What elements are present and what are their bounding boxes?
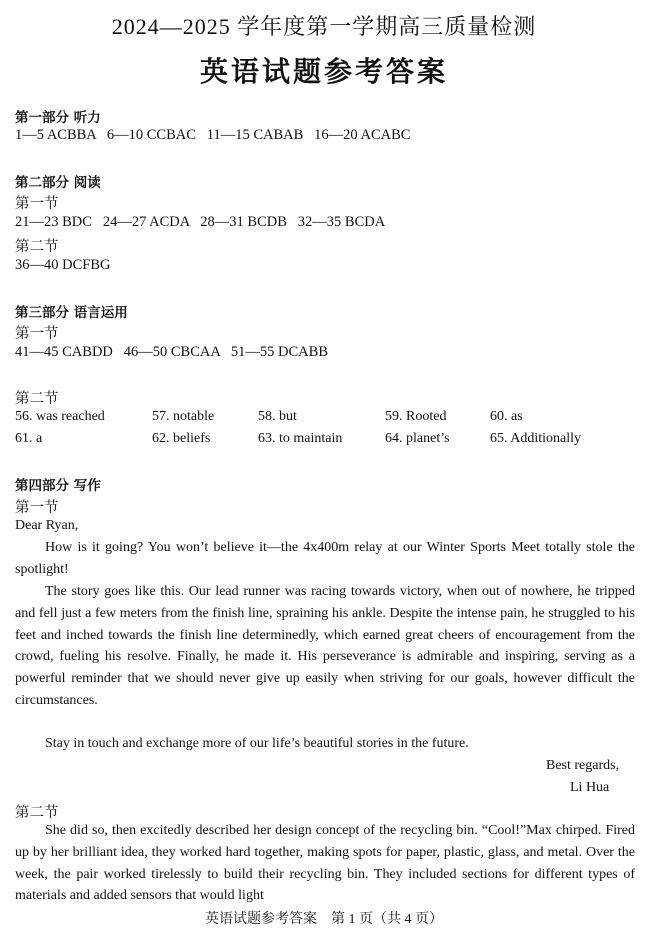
continuation-paragraph [15, 820, 635, 907]
part4-section1-label: 第一节 [15, 500, 59, 516]
answer-59: 59. Rooted [385, 409, 447, 424]
answer-58: 58. but [258, 409, 297, 424]
letter-salutation: Dear Ryan, [15, 518, 79, 533]
part3-section1-label: 第一节 [15, 326, 59, 342]
part2-section1-label: 第一节 [15, 196, 59, 212]
part3-heading: 第三部分 语言运用 [15, 305, 128, 321]
letter-paragraph-1 [15, 537, 635, 581]
letter-paragraph-3 [15, 733, 635, 755]
letter-paragraph-2 [15, 581, 635, 712]
letter-closing: Best regards, [546, 758, 620, 773]
page-footer-text: 英语试题参考答案 第 1 页（共 4 页） [205, 912, 443, 927]
part2-section2-answers: 36—40 DCFBG [15, 257, 111, 273]
answer-57: 57. notable [152, 409, 215, 424]
document-title: 英语试题参考答案 [199, 55, 448, 88]
part3-section1-answers: 41—45 CABDD 46—50 CBCAA 51—55 DCABB [15, 344, 328, 360]
answer-64: 64. planet’s [385, 431, 450, 446]
answer-65: 65. Additionally [490, 431, 581, 446]
answer-63: 63. to maintain [258, 431, 343, 446]
letter-signature: Li Hua [570, 780, 610, 795]
answer-60: 60. as [490, 409, 523, 424]
part1-answers: 1—5 ACBBA 6—10 CCBAC 11—15 CABAB 16—20 ACABC [15, 127, 411, 143]
part4-section2-label: 第二节 [15, 805, 59, 821]
part3-section2-label: 第二节 [15, 391, 59, 407]
letter-paragraph-2-text: The story goes like this. Our lead runner was racing towards victory, when out of nowhere, he tripped and fell just a few meters from the finish line, spraining his ankle. Despite the intense pain, he struggled to his feet and inched towards the finish line determinedly, which earned great cheers of encouragement from the crowd, fueling his resolve. Finally, he made it. His perseverance is admirable and inspiring, serving as a powerful reminder that we should never give up easily when striving for our goals, however difficult the circumstances. [15, 584, 635, 708]
page-footer [0, 908, 648, 928]
answer-62: 62. beliefs [152, 431, 211, 446]
part2-heading: 第二部分 阅读 [15, 175, 101, 191]
part1-heading: 第一部分 听力 [15, 110, 101, 126]
continuation-paragraph-text: She did so, then excitedly described her design concept of the recycling bin. “Cool!”Max chirped. Fired up by her brilliant idea, they worked hard together, making spots for paper, plastic, glass, and metal. Over the week, the pair worked tirelessly to build their recycling bin. They included sections for different types of materials and added sensors that would light [15, 823, 635, 904]
part2-section1-answers: 21—23 BDC 24—27 ACDA 28—31 BCDB 32—35 BCDA [15, 214, 386, 230]
letter-paragraph-3-text: Stay in touch and exchange more of our life’s beautiful stories in the future. [45, 736, 469, 751]
exam-title: 2024—2025 学年度第一学期高三质量检测 [111, 14, 537, 39]
part2-section2-label: 第二节 [15, 239, 59, 255]
part4-heading: 第四部分 写作 [15, 478, 101, 494]
answer-56: 56. was reached [15, 409, 105, 424]
answer-61: 61. a [15, 431, 43, 446]
letter-paragraph-1-text: How is it going? You won’t believe it—the 4x400m relay at our Winter Sports Meet totally stole the spotlight! [15, 540, 635, 577]
